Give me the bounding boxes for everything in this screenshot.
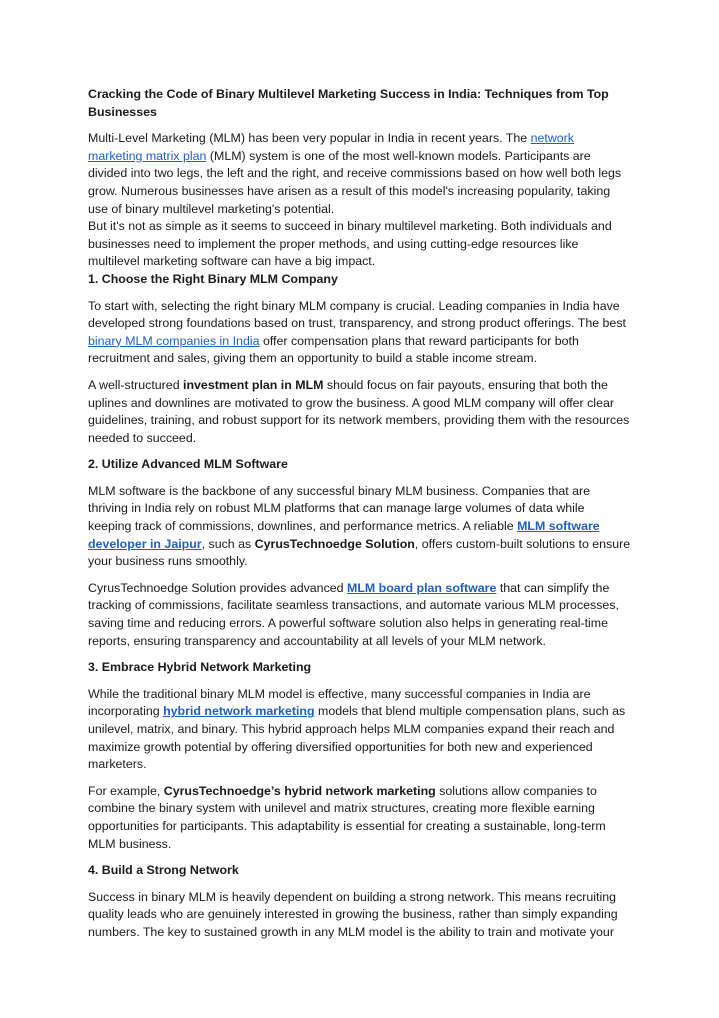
cyrustechnoedge-bold: CyrusTechnoedge Solution: [254, 536, 415, 551]
section-text: offer compensation plans that reward participants for both recruitment and sales, giving them an opportunity to build a stable income stream.: [88, 333, 579, 366]
section-text: CyrusTechnoedge Solution provides advanced: [88, 580, 347, 595]
section-text: For example,: [88, 783, 164, 798]
intro-text: Multi-Level Marketing (MLM) has been very popular in India in recent years. The: [88, 131, 531, 146]
section-text: , such as: [201, 536, 255, 551]
section-text: While the traditional binary MLM model is effective, many successful companies in India are incorporating: [88, 686, 591, 719]
section-text: , offers custom-built solutions to ensure your business runs smoothly.: [88, 536, 631, 569]
section-2-paragraph-2: [88, 580, 631, 650]
section-4-paragraph-1: Success in binary MLM is heavily dependent on building a strong network. This means recruiting quality leads who are genuinely interested in growing the business, rather than simply expanding numbers. The key to sustained growth in any MLM model is the ability to train and motivate your: [88, 889, 618, 939]
hybrid-network-marketing-link[interactable]: hybrid network marketing: [163, 704, 315, 719]
binary-mlm-companies-link[interactable]: binary MLM companies in India: [88, 333, 260, 348]
section-3-heading: 3. Embrace Hybrid Network Marketing: [88, 660, 312, 675]
cyrustechnoedge-hybrid-bold: CyrusTechnoedge’s hybrid network marketing: [163, 783, 436, 798]
section-3-paragraph-1: [88, 686, 631, 774]
intro-text: (MLM) system is one of the most well-known models. Participants are divided into two legs, the left and the right, and receive commissions based on how well both legs grow. Numerous businesses have arisen as a result of this model's increasing popularity, taking use of binary multilevel marketing's potential.: [88, 148, 622, 216]
section-4-heading: 4. Build a Strong Network: [88, 863, 239, 878]
document-title: Cracking the Code of Binary Multilevel Marketing Success in India: Techniques from Top Businesses: [88, 87, 609, 119]
section-2-heading: 2. Utilize Advanced MLM Software: [88, 457, 288, 472]
section-text: A well-structured: [88, 377, 184, 392]
section-1-heading: 1. Choose the Right Binary MLM Company: [88, 271, 338, 286]
section-text: solutions allow companies to combine the binary system with unilevel and matrix structures, creating more flexible earning opportunities for participants. This adaptability is essential for creating a sustainable, long-term MLM business.: [88, 783, 606, 851]
section-text: should focus on fair payouts, ensuring that both the uplines and downlines are motivated to grow the business. A good MLM company will offer clear guidelines, training, and robust support for its network members, providing them with the resources needed to succeed.: [88, 377, 630, 445]
section-3-paragraph-2: [88, 783, 631, 853]
section-2-paragraph-1: [88, 483, 631, 571]
mlm-software-developer-jaipur-link[interactable]: MLM software developer in Jaipur: [88, 519, 600, 551]
investment-plan-bold: investment plan in MLM: [183, 377, 324, 392]
mlm-board-plan-software-link[interactable]: MLM board plan software: [347, 580, 497, 595]
intro-paragraph-1: [88, 130, 631, 218]
section-1-paragraph-2: [88, 377, 631, 447]
network-marketing-matrix-plan-link[interactable]: network marketing matrix plan: [88, 131, 574, 163]
section-1-paragraph-1: [88, 298, 631, 368]
section-text: that can simplify the tracking of commissions, facilitate seamless transactions, and automate various MLM processes, saving time and reducing errors. A powerful software solution also helps in generating real-time reports, ensuring transparency and accountability at all levels of your MLM network.: [88, 580, 619, 648]
section-text: MLM software is the backbone of any successful binary MLM business. Companies that are thriving in India rely on robust MLM platforms that can manage large volumes of data while keeping track of commissions, downlines, and performance metrics. A reliable: [88, 483, 591, 534]
section-text: models that blend multiple compensation plans, such as unilevel, matrix, and binary. This hybrid approach helps MLM companies expand their reach and maximize growth potential by offering diversified opportunities for both new and experienced marketers.: [88, 704, 626, 772]
intro-paragraph-2: But it's not as simple as it seems to succeed in binary multilevel marketing. Both individuals and businesses need to implement the proper methods, and using cutting-edge resources like multilevel marketing software can have a big impact.: [88, 219, 612, 269]
section-text: To start with, selecting the right binary MLM company is crucial. Leading companies in India have developed strong foundations based on trust, transparency, and strong product offerings. The best: [88, 298, 626, 331]
